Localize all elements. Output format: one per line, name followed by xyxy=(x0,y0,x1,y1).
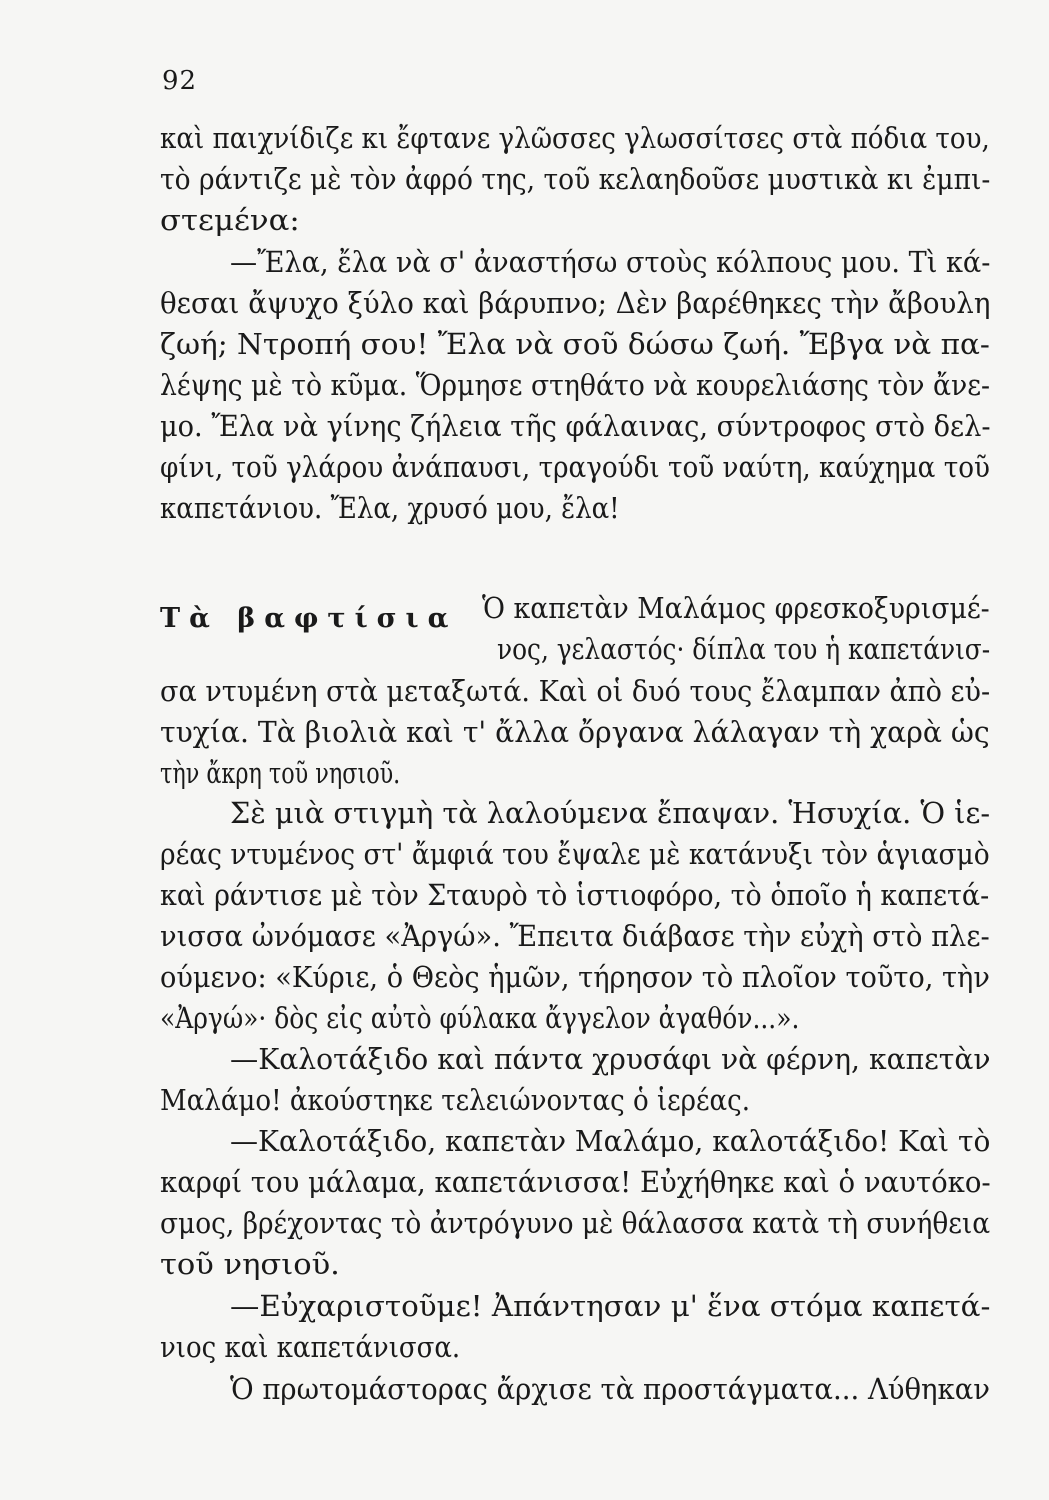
text-line: τὸ ράντιζε μὲ τὸν ἀφρό της, τοῦ κελαηδοῦσε μυστικὰ κι ἐμπι- xyxy=(160,162,991,196)
text-line: σα ντυμένη στὰ μεταξωτά. Καὶ οἱ δυό τους ἔλαμπαν ἀπὸ εὐ- xyxy=(160,674,991,708)
text-line: νισσα ὠνόμασε «Ἀργώ». Ἔπειτα διάβασε τὴν εὐχὴ στὸ πλε- xyxy=(160,919,990,953)
text-line: λέψης μὲ τὸ κῦμα. Ὅρμησε στηθάτο νὰ κουρελιάσης τὸν ἄνε- xyxy=(160,368,991,402)
text-line: τυχία. Τὰ βιολιὰ καὶ τ' ἄλλα ὄργανα λάλαγαν τὴ χαρὰ ὡς xyxy=(160,715,990,749)
page-number: 92 xyxy=(162,66,198,96)
text-line: —Καλοτάξιδο, καπετὰν Μαλάμο, καλοτάξιδο! Καὶ τὸ xyxy=(230,1124,991,1158)
text-line: νος, γελαστός· δίπλα του ἡ καπετάνισ- xyxy=(497,632,991,666)
text-line: τὴν ἄκρη τοῦ νησιοῦ. xyxy=(160,756,401,790)
text-line: ρέας ντυμένος στ' ἄμφιά του ἔψαλε μὲ κατάνυξι τὸν ἁγιασμὸ xyxy=(160,837,990,871)
text-line: —Καλοτάξιδο καὶ πάντα χρυσάφι νὰ φέρνη, καπετὰν xyxy=(230,1042,991,1076)
text-line: νιος καὶ καπετάνισσα. xyxy=(160,1330,461,1364)
text-line: καὶ ράντισε μὲ τὸν Σταυρὸ τὸ ἱστιοφόρο, τὸ ὁποῖο ἡ καπετά- xyxy=(160,878,990,912)
text-line: φίνι, τοῦ γλάρου ἀνάπαυσι, τραγούδι τοῦ ναύτη, καύχημα τοῦ xyxy=(160,450,990,484)
text-line: —Ἔλα, ἔλα νὰ σ' ἀναστήσω στοὺς κόλπους μου. Τὶ κά- xyxy=(230,245,991,279)
text-line: καὶ παιχνίδιζε κι ἔφτανε γλῶσσες γλωσσίτσες στὰ πόδια του, xyxy=(160,121,990,155)
text-line: Ὁ πρωτομάστορας ἄρχισε τὰ προστάγματα... Λύθηκαν xyxy=(230,1372,990,1406)
text-line: καπετάνιου. Ἔλα, χρυσό μου, ἔλα! xyxy=(160,491,620,525)
text-line: καρφί του μάλαμα, καπετάνισσα! Εὐχήθηκε καὶ ὁ ναυτόκο- xyxy=(160,1165,991,1199)
text-line: Ὁ καπετὰν Μαλάμος φρεσκοξυρισμέ- xyxy=(482,591,990,625)
text-line: τοῦ νησιοῦ. xyxy=(160,1247,340,1281)
text-line: σμος, βρέχοντας τὸ ἀντρόγυνο μὲ θάλασσα κατὰ τὴ συνήθεια xyxy=(160,1206,991,1240)
text-line: μο. Ἔλα νὰ γίνης ζήλεια τῆς φάλαινας, σύντροφος στὸ δελ- xyxy=(160,409,991,443)
text-line: —Εὐχαριστοῦμε! Ἀπάντησαν μ' ἕνα στόμα καπετά- xyxy=(230,1289,991,1323)
text-line: Σὲ μιὰ στιγμὴ τὰ λαλούμενα ἔπαψαν. Ἡσυχία. Ὁ ἱε- xyxy=(230,796,991,830)
section-heading: Τὰ βαφτίσια xyxy=(160,603,458,634)
text-line: ούμενο: «Κύριε, ὁ Θεὸς ἡμῶν, τήρησον τὸ πλοῖον τοῦτο, τὴν xyxy=(160,960,990,994)
text-line: «Ἀργώ»· δὸς εἰς αὐτὸ φύλακα ἄγγελον ἀγαθόν...». xyxy=(160,1001,800,1035)
text-line: ζωή; Ντροπή σου! Ἔλα νὰ σοῦ δώσω ζωή. Ἔβγα νὰ πα- xyxy=(160,327,990,361)
text-line: θεσαι ἄψυχο ξύλο καὶ βάρυπνο; Δὲν βαρέθηκες τὴν ἄβουλη xyxy=(160,286,991,320)
text-line: στεμένα: xyxy=(160,203,300,237)
text-line: Μαλάμο! ἀκούστηκε τελειώνοντας ὁ ἱερέας. xyxy=(160,1083,750,1117)
